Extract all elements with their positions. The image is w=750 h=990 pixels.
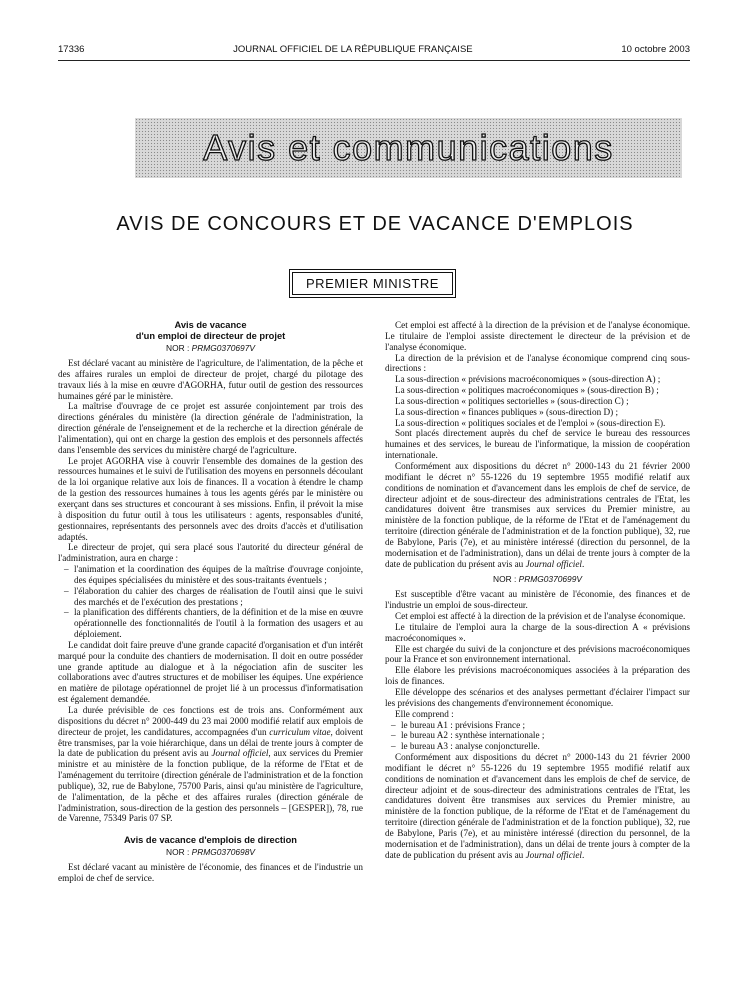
- list-item: – la planification des différents chantiers, de la définition et de la mise en œuvre opérationnelle des fonctionnalités de l'outil à la formation des usagers et au déploiement.: [58, 607, 363, 640]
- ministry-box: [289, 269, 456, 298]
- issue-date: 10 octobre 2003: [621, 44, 690, 55]
- paragraph: Elle comprend :: [395, 708, 454, 719]
- nor-reference: NOR : PRMG0370697V: [166, 343, 255, 353]
- notice-subtitle: d'un emploi de directeur de projet: [135, 331, 286, 341]
- paragraph: Le projet AGORHA vise à couvrir l'ensemble des domaines de la gestion des ressources humaines et le suivi de l'utilisation des moyens en personnels découlant de la loi organique relative aux lois de finances. Il a vocation à étendre le champ de la gestion des ressources humaines à tous les agents gérés par le ministère ou exerçant dans ses structures et concourant à ses missions. Enfin, il prévoit la mise à disposition du futur outil à tous les utilisateurs : agents, responsables d'unité, gestionnaires, représentants des personnels avec des droits d'accès et d'utilisation adaptés.: [58, 455, 363, 542]
- paragraph: Elle élabore les prévisions macroéconomiques associées à la préparation des lois de finances.: [385, 665, 690, 687]
- paragraph: Cet emploi est affecté à la direction de la prévision et de l'analyse économique. Le titulaire de l'emploi assiste directement le directeur de la prévision et de l'analyse économique.: [385, 320, 690, 352]
- journal-title: JOURNAL OFFICIEL DE LA RÉPUBLIQUE FRANÇAISE: [233, 44, 473, 55]
- nor-reference: NOR : PRMG0370698V: [166, 847, 255, 858]
- paragraph: Sont placés directement auprès du chef de service le bureau des ressources humaines et des services, le bureau de l'informatique, la mission de coopération internationale.: [385, 428, 690, 461]
- list-item: La sous-direction « politiques sociales et de l'emploi » (sous-direction E).: [395, 417, 666, 428]
- paragraph: Cet emploi est affecté à la direction de la prévision et de l'analyse économique.: [395, 611, 686, 622]
- paragraph: Le titulaire de l'emploi aura la charge de la sous-direction A « prévisions macroéconomiques ».: [385, 621, 690, 643]
- list-item: La sous-direction « politiques sectorielles » (sous-direction C) ;: [395, 395, 629, 406]
- paragraph: La direction de la prévision et de l'analyse économique comprend cinq sous-directions :: [385, 352, 690, 374]
- list-item: – l'élaboration du cahier des charges de réalisation de l'outil ainsi que le suivi des marchés et de l'exécution des prestations ;: [58, 586, 363, 608]
- page-header: [58, 44, 690, 55]
- paragraph: Le directeur de projet, qui sera placé sous l'autorité du directeur général de l'administration, aura en charge :: [58, 542, 363, 564]
- list-item: – l'animation et la coordination des équipes de la maîtrise d'ouvrage conjointe, des équipes spécialisées du ministère et des sous-traitants éventuels ;: [58, 564, 363, 586]
- header-rule: [58, 60, 690, 61]
- list-item: – le bureau A3 : analyse conjoncturelle.: [385, 741, 690, 752]
- page-number: 17336: [58, 44, 85, 55]
- paragraph: Est déclaré vacant au ministère de l'économie, des finances et de l'industrie un emploi de chef de service.: [58, 862, 363, 884]
- list-item: – le bureau A2 : synthèse internationale ;: [385, 730, 690, 741]
- paragraph: La durée prévisible de ces fonctions est de trois ans. Conformément aux dispositions du décret n° 2000-449 du 23 mai 2000 modifié relatif aux emplois de directeur de projet, les candidatures, accompagnées d'un curriculum vitae, doivent être transmises, par la voie hiérarchique, dans un délai de trente jours à compter de la date de publication du présent avis au Journal officiel, aux services du Premier ministre et au ministère de la fonction publique, de la réforme de l'Etat et de l'aménagement du territoire (direction générale de l'administration et de la fonction publique), 32, rue de Babylone, 75700 Paris, ainsi qu'au ministère de l'agriculture, de l'alimentation, de la pêche et des affaires rurales (direction générale de l'administration, sous-direction de la gestion des personnels – [GESPER]), 78, rue de Varenne, 75349 Paris 07 SP.: [58, 705, 363, 824]
- section-title: AVIS DE CONCOURS ET DE VACANCE D'EMPLOIS: [116, 213, 634, 235]
- left-column: [58, 320, 363, 884]
- list-item: La sous-direction « prévisions macroéconomiques » (sous-direction A) ;: [395, 374, 661, 385]
- list-item: La sous-direction « politiques macroéconomiques » (sous-direction B) ;: [395, 385, 659, 396]
- section-banner: [135, 118, 682, 178]
- paragraph: Elle développe des scénarios et des analyses permettant d'éclairer l'impact sur les prévisions des changements d'environnement économique.: [385, 687, 690, 708]
- notice-title: Avis de vacance d'emplois de direction: [124, 835, 297, 846]
- paragraph: Elle est chargée du suivi de la conjoncture et des prévisions macroéconomiques pour la France et son environnement international.: [385, 643, 690, 665]
- paragraph: La maîtrise d'ouvrage de ce projet est assurée conjointement par trois des directions générales du ministère (la direction générale de l'administration, la direction générale de l'enseignement et de la recherche et la direction générale de l'alimentation), qui ont en charge la gestion des emplois et des personnels affectés dans l'ensemble des services du ministère chargé de l'agriculture.: [58, 401, 363, 455]
- paragraph: Conformément aux dispositions du décret n° 2000-143 du 21 février 2000 modifiant le décret n° 55-1226 du 19 septembre 1955 modifié relatif aux conditions de nomination et d'avancement dans les emplois de chef de service, de directeur adjoint et de sous-directeur des administrations centrales de l'Etat, les candidatures doivent être transmises aux services du Premier ministre, au ministère de la fonction publique, de la réforme de l'Etat et de l'aménagement du territoire (direction générale de l'administration et de la fonction publique), 32, rue de Babylone, Paris (7e), et au ministère intéressé (direction du personnel, de la modernisation et de l'administration), dans un délai de trente jours à compter de la date de publication du présent avis au Journal officiel.: [385, 752, 690, 860]
- right-column: [385, 320, 690, 861]
- paragraph: Conformément aux dispositions du décret n° 2000-143 du 21 février 2000 modifiant le décret n° 55-1226 du 19 septembre 1955 modifié relatif aux conditions de nomination et d'avancement dans les emplois de chef de service, de directeur adjoint et de sous-directeur des administrations centrales de l'Etat, les candidatures doivent être transmises aux services du Premier ministre, au ministère de la fonction publique, de la réforme de l'Etat et de l'aménagement du territoire (direction générale de l'administration et de la fonction publique), 32, rue de Babylone, Paris (7e), et au ministère intéressé (direction du personnel, de la modernisation et de l'administration), dans un délai de trente jours à compter de la date de publication du présent avis au Journal officiel.: [385, 460, 690, 569]
- banner-title: Avis et communications: [203, 127, 614, 168]
- paragraph: Le candidat doit faire preuve d'une grande capacité d'organisation et d'un intérêt marqué pour la conduite des chantiers de modernisation. Il doit en outre posséder une grande aptitude au dialogue et à la négociation afin de susciter les collaborations avec d'autres structures et de mobiliser les équipes. Une expérience en matière de pilotage opérationnel de projet lié à un processus d'informatisation est également demandée.: [58, 639, 363, 705]
- paragraph: Est déclaré vacant au ministère de l'agriculture, de l'alimentation, de la pêche et des affaires rurales un emploi de directeur de projet, chargé du pilotage des travaux liés à la mise en œuvre d'AGORHA, futur outil de gestion des ressources humaines géré par le ministère.: [58, 358, 363, 401]
- paragraph: Est susceptible d'être vacant au ministère de l'économie, des finances et de l'industrie un emploi de sous-directeur.: [385, 589, 690, 611]
- list-item: – le bureau A1 : prévisions France ;: [385, 720, 690, 731]
- list-item: La sous-direction « finances publiques » (sous-direction D) ;: [395, 406, 618, 417]
- notice-title: Avis de vacance: [174, 320, 247, 330]
- ministry-label: PREMIER MINISTRE: [306, 276, 439, 291]
- nor-reference: NOR : PRMG0370699V: [493, 574, 582, 585]
